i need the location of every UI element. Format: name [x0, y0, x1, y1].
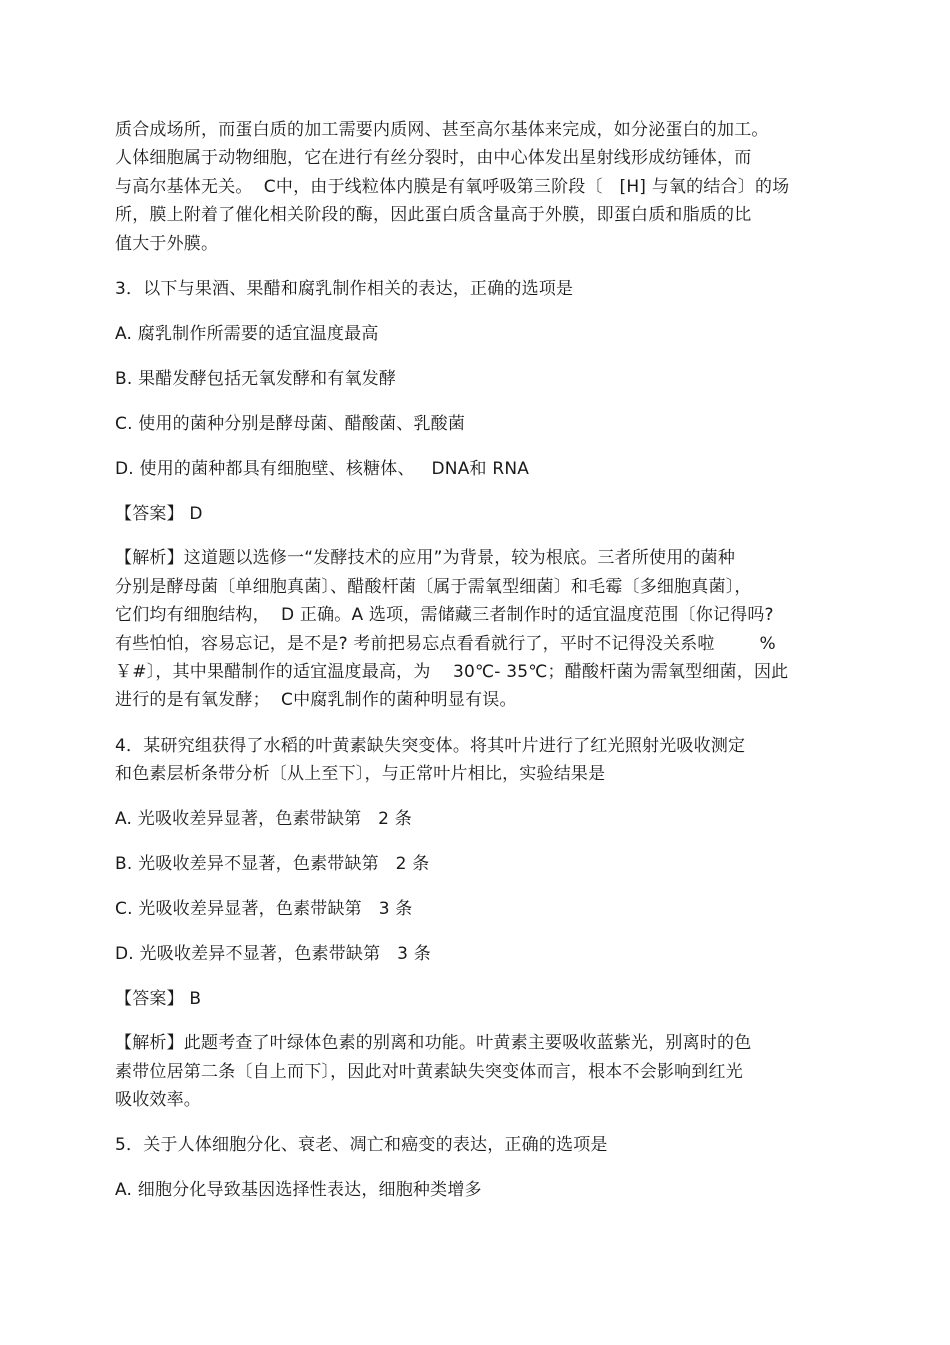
question-3-analysis: 有些怕怕，容易忘记，是不是? 考前把易忘点看看就行了，平时不记得没关系啦 %: [115, 634, 776, 654]
question-3-option-b: B. 果醋发酵包括无氧发酵和有氧发酵: [115, 369, 397, 389]
text-line: 值大于外膜。: [115, 234, 219, 254]
question-3-analysis: ￥#〕，其中果醋制作的适宜温度最高，为 30℃- 35℃；醋酸杆菌为需氧型细菌，因此: [115, 662, 789, 682]
question-4-answer: 【答案】 B: [115, 989, 202, 1009]
question-3-answer: 【答案】 D: [115, 504, 203, 524]
question-4-analysis: 素带位居第二条〔自上而下〕，因此对叶黄素缺失突变体而言，根本不会影响到红光: [115, 1062, 743, 1082]
question-4-option-b: B. 光吸收差异不显著，色素带缺第 2 条: [115, 854, 430, 874]
text-line: 与高尔基体无关。 C中，由于线粒体内膜是有氧呼吸第三阶段〔 [H] 与氧的结合〕的场: [115, 177, 790, 197]
question-3-analysis: 进行的是有氧发酵； C中腐乳制作的菌种明显有误。: [115, 690, 517, 710]
text-line: 质合成场所，而蛋白质的加工需要内质网、甚至高尔基体来完成，如分泌蛋白的加工。: [115, 120, 769, 140]
question-4-option-a: A. 光吸收差异显著，色素带缺第 2 条: [115, 809, 412, 829]
text-line: 人体细胞属于动物细胞，它在进行有丝分裂时，由中心体发出星射线形成纺锤体，而: [115, 148, 752, 168]
question-3-option-c: C. 使用的菌种分别是酵母菌、醋酸菌、乳酸菌: [115, 414, 466, 434]
question-3-analysis: 分别是酵母菌〔单细胞真菌〕、醋酸杆菌〔属于需氧型细菌〕和毛霉〔多细胞真菌〕，: [115, 577, 752, 597]
text-line: 所，膜上附着了催化相关阶段的酶，因此蛋白质含量高于外膜，即蛋白质和脂质的比: [115, 205, 752, 225]
question-3-analysis: 【解析】这道题以选修一“发酵技术的应用”为背景，较为根底。三者所使用的菌种: [115, 548, 736, 568]
question-5-stem: 5．关于人体细胞分化、衰老、凋亡和癌变的表达，正确的选项是: [115, 1135, 608, 1155]
question-3-option-a: A. 腐乳制作所需要的适宜温度最高: [115, 324, 379, 344]
question-4-stem: 和色素层析条带分析〔从上至下〕，与正常叶片相比，实验结果是: [115, 764, 606, 784]
question-4-stem: 4．某研究组获得了水稻的叶黄素缺失突变体。将其叶片进行了红光照射光吸收测定: [115, 736, 746, 756]
question-3-option-d: D. 使用的菌种都具有细胞壁、核糖体、 DNA和 RNA: [115, 459, 530, 479]
question-4-analysis: 吸收效率。: [115, 1090, 201, 1110]
question-5-option-a: A. 细胞分化导致基因选择性表达，细胞种类增多: [115, 1180, 482, 1200]
question-3-analysis: 它们均有细胞结构， D 正确。A 选项，需储藏三者制作时的适宜温度范围〔你记得吗?: [115, 605, 774, 625]
question-3-stem: 3．以下与果酒、果醋和腐乳制作相关的表达，正确的选项是: [115, 279, 574, 299]
question-4-option-d: D. 光吸收差异不显著，色素带缺第 3 条: [115, 944, 431, 964]
question-4-option-c: C. 光吸收差异显著，色素带缺第 3 条: [115, 899, 413, 919]
question-4-analysis: 【解析】此题考查了叶绿体色素的别离和功能。叶黄素主要吸收蓝紫光，别离时的色: [115, 1033, 752, 1053]
